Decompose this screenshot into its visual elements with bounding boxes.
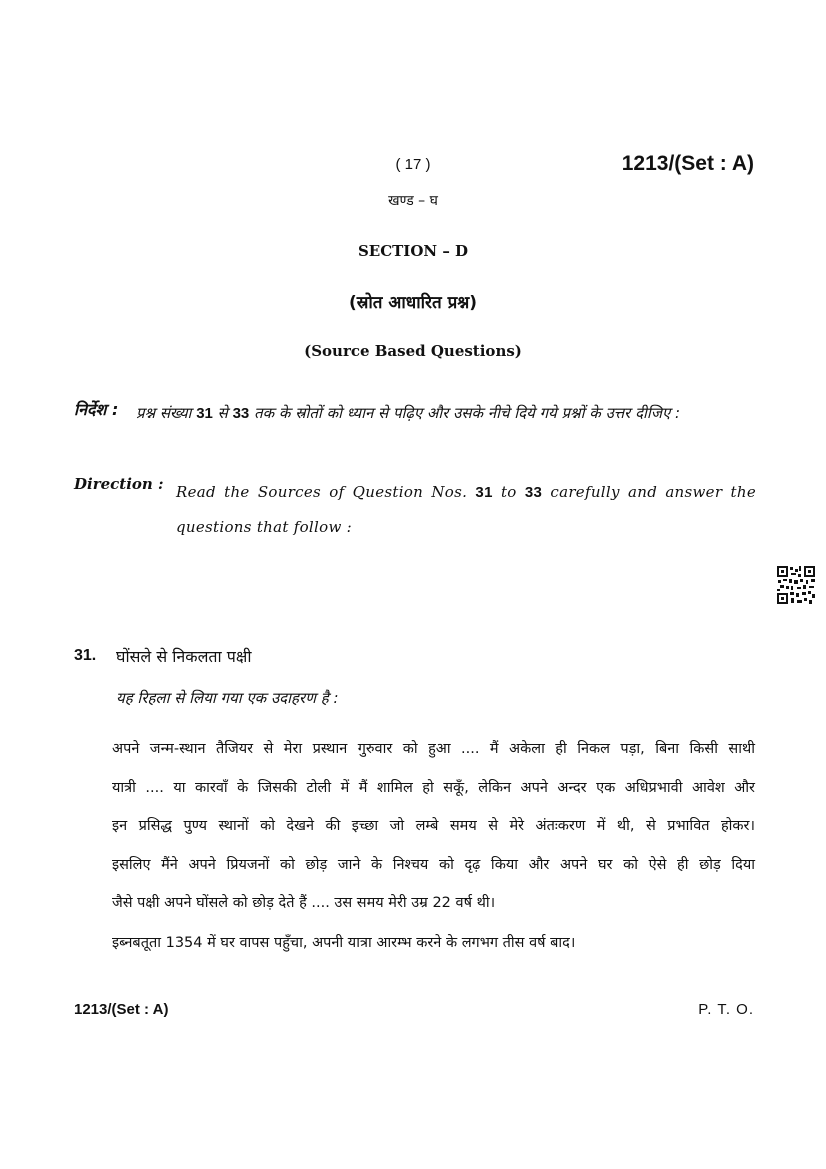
section-title-english: SECTION – D xyxy=(357,242,469,260)
direction-text-english xyxy=(176,475,756,544)
direction-english-after: carefully and answer the questions that follow : xyxy=(176,483,756,536)
passage-line: जैसे पक्षी अपने घोंसले को छोड़ देते हैं .... उस समय मेरी उम्र 22 वर्ष थी। xyxy=(112,895,496,911)
passage-line: अपने जन्म-स्थान तैजियर से मेरा प्रस्थान गुरुवार को हुआ .... मैं अकेला ही निकल पड़ा, बिना किसी साथी xyxy=(112,741,755,757)
instruction-label-hindi: निर्देश : xyxy=(74,400,119,419)
question-title: घोंसले से निकलता पक्षी xyxy=(116,647,252,666)
qr-code-icon xyxy=(776,565,816,605)
direction-english-mid: to xyxy=(500,483,517,501)
direction-number-to: 33 xyxy=(524,484,543,501)
passage-line: यात्री .... या कारवाँ के जिसकी टोली में मैं शामिल हो सकूँ, लेकिन अपने अन्दर एक अधिप्रभावी आवेश और xyxy=(112,779,755,796)
direction-number-from: 31 xyxy=(475,484,493,501)
paper-set-code: 1213/(Set : A) xyxy=(621,152,754,175)
passage-line: इन प्रसिद्ध पुण्य स्थानों को देखने की इच्छा जो लम्बे समय से मेरे अंतःकरण में थी, से प्रभावित होकर। xyxy=(112,818,755,834)
page-number: ( 17 ) xyxy=(395,156,431,173)
footer-set-code: 1213/(Set : A) xyxy=(74,1001,169,1018)
question-number: 31. xyxy=(74,647,97,664)
passage-line: इसलिए मैंने अपने प्रियजनों को छोड़ जाने के निश्चय को दृढ़ किया और अपने घर को ऐसे ही छोड़ दिया xyxy=(112,856,755,873)
section-subtitle-hindi: (स्रोत आधारित प्रश्न) xyxy=(348,293,478,313)
instruction-text-hindi xyxy=(136,398,756,429)
question-number-from: 31 xyxy=(196,405,213,422)
passage-note: इब्नबतूता 1354 में घर वापस पहुँचा, अपनी यात्रा आरम्भ करने के लगभग तीस वर्ष बाद। xyxy=(112,935,576,951)
instruction-hindi-mid: से xyxy=(217,404,228,422)
instruction-hindi-before: प्रश्न संख्या xyxy=(136,404,192,422)
footer-pto: P. T. O. xyxy=(698,1001,754,1018)
direction-english-before: Read the Sources of Question Nos. xyxy=(176,483,468,501)
instruction-hindi-after: तक के स्रोतों को ध्यान से पढ़िए और उसके नीचे दिये गये प्रश्नों के उत्तर दीजिए : xyxy=(254,404,681,422)
section-subtitle-english: (Source Based Questions) xyxy=(304,342,522,360)
direction-label-english: Direction : xyxy=(74,475,164,493)
question-number-to: 33 xyxy=(232,405,250,422)
source-passage xyxy=(112,730,755,923)
question-intro: यह रिहला से लिया गया एक उदाहरण है : xyxy=(116,689,339,707)
section-title-hindi: खण्ड – घ xyxy=(388,193,438,209)
